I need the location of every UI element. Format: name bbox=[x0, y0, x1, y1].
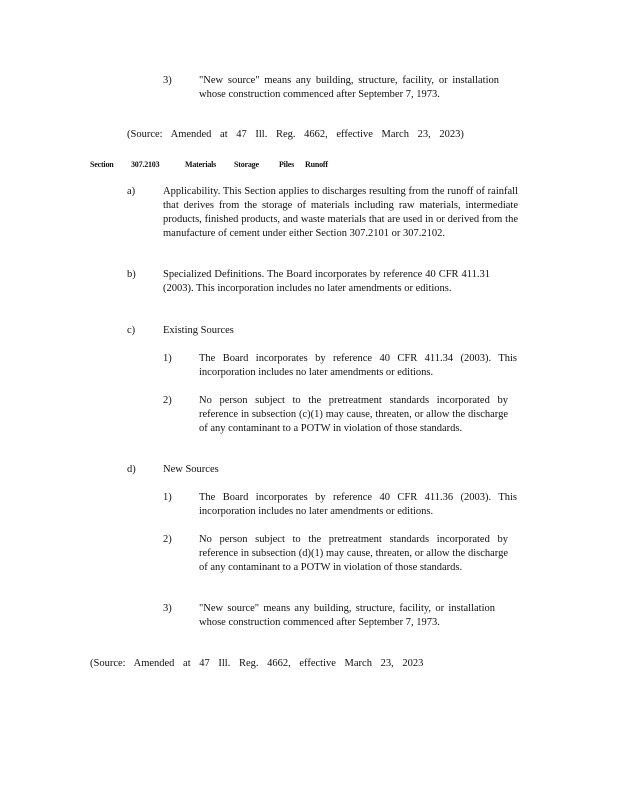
item-a-text: Applicability. This Section applies to discharges resulting from the runoff of rainfall that derives from the storage of materials including raw materials, intermediate products, finished products, and waste materials that are used in or derived from the manufacture of cement under either Section 307.2101 or 307.2102. bbox=[163, 186, 518, 239]
section-number: 307.2103 bbox=[131, 160, 160, 169]
item-d2-text: No person subject to the pretreatment standards incorporated by reference in subsection (d)(1) may cause, threaten, or allow the discharge of any contaminant to a POTW in violation of those standards. bbox=[199, 534, 508, 573]
item-d-heading: New Sources bbox=[163, 464, 219, 475]
item-b-number: b) bbox=[127, 269, 136, 280]
item-c-number: c) bbox=[127, 325, 136, 336]
top-item-text: "New source" means any building, structure, facility, or installation whose construction commenced after September 7, 1973. bbox=[199, 75, 499, 100]
section-title-word: Piles bbox=[279, 160, 294, 169]
source-note: (Source: Amended at 47 Ill. Reg. 4662, effective March 23, 2023 bbox=[90, 658, 424, 669]
section-title-word: Storage bbox=[234, 160, 259, 169]
item-d1-text: The Board incorporates by reference 40 CFR 411.36 (2003). This incorporation includes no later amendments or editions. bbox=[199, 492, 517, 517]
item-c2-number: 2) bbox=[163, 395, 172, 406]
item-c1-number: 1) bbox=[163, 353, 172, 364]
item-d3-text: "New source" means any building, structure, facility, or installation whose construction commenced after September 7, 1973. bbox=[199, 603, 495, 628]
top-item-number: 3) bbox=[163, 75, 172, 86]
item-c-heading: Existing Sources bbox=[163, 325, 234, 336]
item-d2-number: 2) bbox=[163, 534, 172, 545]
section-label: Section bbox=[90, 160, 114, 169]
item-d1-number: 1) bbox=[163, 492, 172, 503]
section-title-word: Runoff bbox=[305, 160, 328, 169]
item-c2-text: No person subject to the pretreatment standards incorporated by reference in subsection (c)(1) may cause, threaten, or allow the discharge of any contaminant to a POTW in violation of those standards. bbox=[199, 395, 508, 434]
item-a-number: a) bbox=[127, 186, 136, 197]
item-b-text: Specialized Definitions. The Board incorporates by reference 40 CFR 411.31 (2003). This incorporation includes no later amendments or editions. bbox=[163, 269, 490, 294]
item-d3-number: 3) bbox=[163, 603, 172, 614]
section-title-word: Materials bbox=[185, 160, 217, 169]
item-c1-text: The Board incorporates by reference 40 CFR 411.34 (2003). This incorporation includes no later amendments or editions. bbox=[199, 353, 517, 378]
source-note: (Source: Amended at 47 Ill. Reg. 4662, effective March 23, 2023) bbox=[127, 129, 464, 140]
item-d-number: d) bbox=[127, 464, 136, 475]
